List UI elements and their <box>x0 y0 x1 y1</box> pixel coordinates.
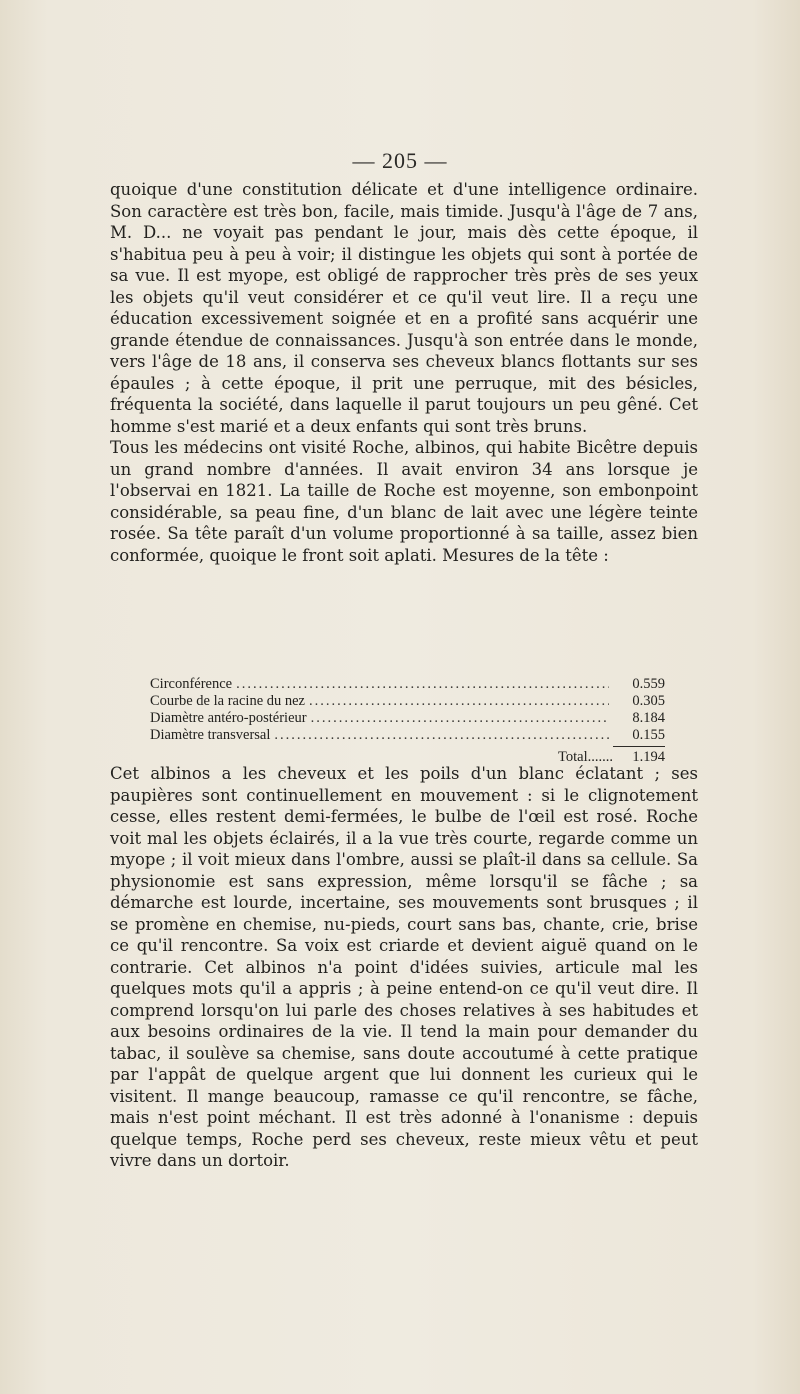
dot-leader <box>311 710 609 727</box>
paragraph: Cet albinos a les cheveux et les poils d'un blanc éclatant ; ses paupières sont continuellement en mouvement : si le clignotement cesse, elles restent demi-fermées, le bulbe de l'œil est rosé. Roche voit mal les objets éclairés, il a la vue très courte, regarde comme un myope ; il voit mieux dans l'ombre, aussi se plaît-il dans sa cellule. Sa physionomie est sans expression, même lorsqu'il se fâche ; sa démarche est lourde, incertaine, ses mouvements sont brusques ; il se promène en chemise, nu-pieds, court sans bas, chante, crie, brise ce qu'il rencontre. Sa voix est criarde et devient aiguë quand on le contrarie. Cet albinos n'a point d'idées suivies, articule mal les quelques mots qu'il a appris ; à peine entend-on ce qu'il veut dire. Il comprend lorsqu'on lui parle des choses relatives à ses habitudes et aux besoins ordinaires de la vie. Il tend la main pour demander du tabac, il soulève sa chemise, sans doute accoutumé à cette pratique par l'appât de quelque argent que lui donnent les curieux qui le visitent. Il mange beaucoup, ramasse ce qu'il rencontre, se fâche, mais n'est point méchant. Il est très adonné à l'onanisme : depuis quelque temps, Roche perd ses cheveux, reste mieux vêtu et peut vivre dans un dortoir. <box>110 764 698 1170</box>
measurement-value: 0.155 <box>632 727 665 743</box>
measurement-label: Courbe de la racine du nez <box>150 693 305 709</box>
measurement-row <box>150 727 665 744</box>
text-block-upper <box>110 179 698 566</box>
measurement-label: Diamètre transversal <box>150 727 271 743</box>
head-measurements-table <box>150 676 665 766</box>
measurement-value: 0.305 <box>632 693 665 709</box>
measurement-row <box>150 710 665 727</box>
text-block-lower <box>110 763 698 1172</box>
page-number: — 205 — <box>352 148 448 173</box>
measurement-label: Diamètre antéro-postérieur <box>150 710 307 726</box>
measurement-row <box>150 676 665 693</box>
paragraph: Tous les médecins ont visité Roche, albinos, qui habite Bicêtre depuis un grand nombre d'années. Il avait environ 34 ans lorsque je l'observai en 1821. La taille de Roche est moyenne, son embonpoint considérable, sa peau fine, d'un blanc de lait avec une légère teinte rosée. Sa tête paraît d'un volume proportionné à sa taille, assez bien conformée, quoique le front soit aplati. Mesures de la tête : <box>110 438 698 565</box>
dot-leader <box>309 693 609 710</box>
dot-leader <box>236 676 609 693</box>
measurement-value: 8.184 <box>632 710 665 726</box>
dot-leader <box>274 727 609 744</box>
measurement-label: Circonférence <box>150 676 233 692</box>
total-label: Total....... <box>558 749 613 765</box>
measurement-row <box>150 693 665 710</box>
total-value: 1.194 <box>613 746 665 767</box>
measurement-value: 0.559 <box>632 676 665 692</box>
paragraph: quoique d'une constitution délicate et d'une intelligence ordinaire. Son caractère est très bon, facile, mais timide. Jusqu'à l'âge de 7 ans, M. D... ne voyait pas pendant le jour, mais dès cette époque, il s'habitua peu à peu à voir; il distingue les objets qui sont à portée de sa vue. Il est myope, est obligé de rapprocher très près de ses yeux les objets qu'il veut considérer et ce qu'il veut lire. Il a reçu une éducation excessivement soignée et en a profité sans acquérir une grande étendue de connaissances. Jusqu'à son entrée dans le monde, vers l'âge de 18 ans, il conserva ses cheveux blancs flottants sur ses épaules ; à cette époque, il prit une perruque, mit des bésicles, fréquenta la société, dans laquelle il parut toujours un peu gêné. Cet homme s'est marié et a deux enfants qui sont très bruns. <box>110 180 698 436</box>
